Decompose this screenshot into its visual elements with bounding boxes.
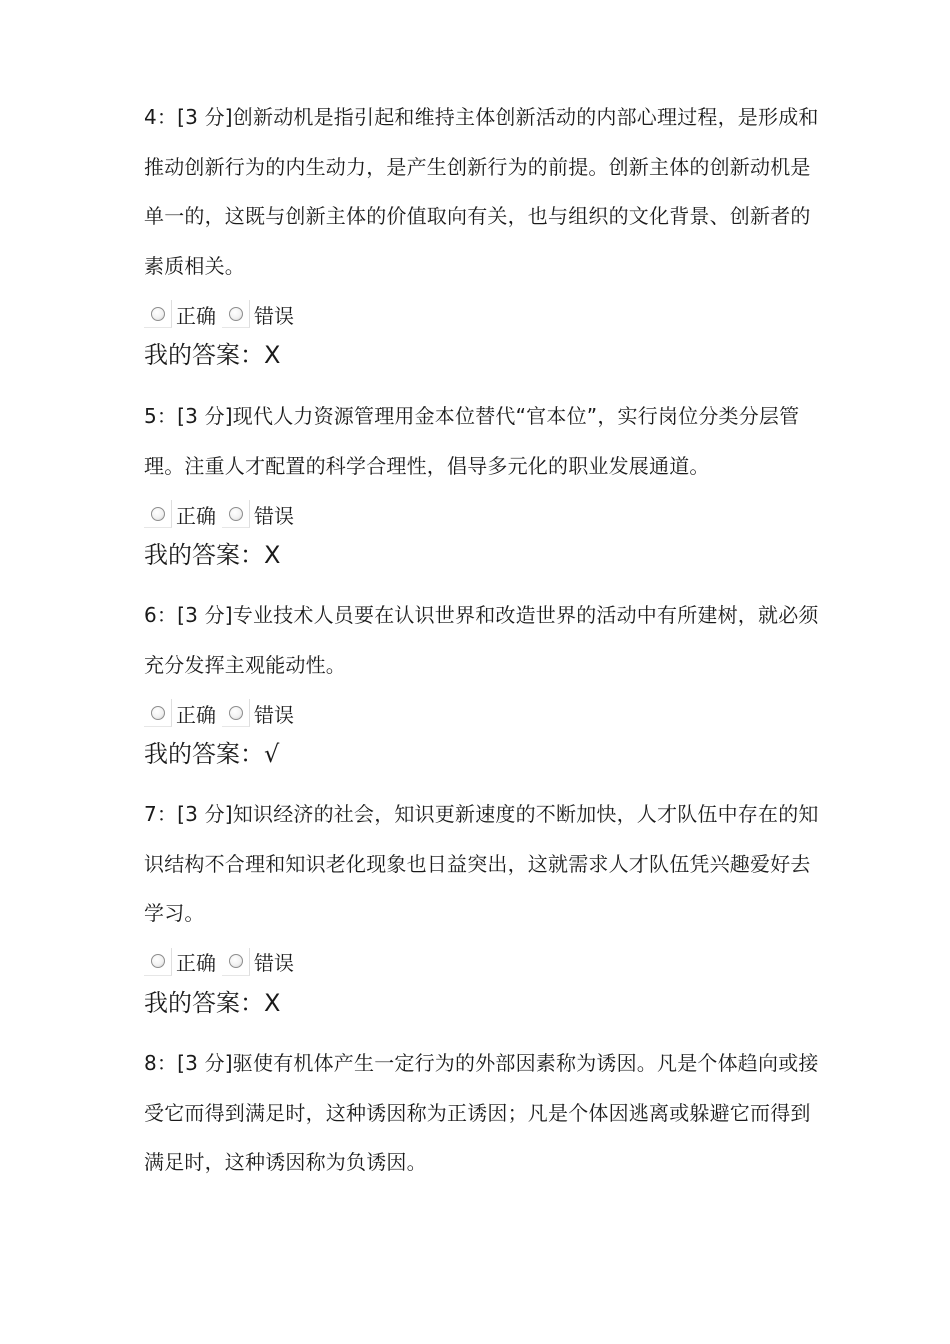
option-true-label: 正确 bbox=[176, 951, 216, 975]
question-text: 6：[3 分]专业技术人员要在认识世界和改造世界的活动中有所建树，就必须充分发挥主观能动性。 bbox=[144, 603, 819, 677]
my-answer: 我的答案：X bbox=[144, 341, 281, 369]
my-answer: 我的答案：√ bbox=[144, 740, 280, 768]
radio-true[interactable] bbox=[144, 699, 172, 727]
answer-options bbox=[144, 497, 820, 531]
my-answer: 我的答案：X bbox=[144, 541, 281, 569]
radio-false[interactable] bbox=[222, 948, 250, 976]
answer-options bbox=[144, 696, 820, 730]
question-7 bbox=[144, 790, 820, 1023]
option-false[interactable] bbox=[222, 947, 294, 976]
question-text: 5：[3 分]现代人力资源管理用金本位替代“官本位”，实行岗位分类分层管理。注重人才配置的科学合理性，倡导多元化的职业发展通道。 bbox=[144, 404, 800, 478]
radio-circle-icon bbox=[229, 507, 243, 521]
option-true[interactable] bbox=[144, 500, 216, 529]
option-true[interactable] bbox=[144, 947, 216, 976]
radio-circle-icon bbox=[151, 954, 165, 968]
radio-circle-icon bbox=[229, 954, 243, 968]
question-text: 7：[3 分]知识经济的社会，知识更新速度的不断加快，人才队伍中存在的知识结构不合理和知识老化现象也日益突出，这就需求人才队伍凭兴趣爱好去学习。 bbox=[144, 802, 819, 925]
question-6 bbox=[144, 591, 820, 774]
option-false[interactable] bbox=[222, 500, 294, 529]
question-4 bbox=[144, 93, 820, 375]
option-false-label: 错误 bbox=[254, 951, 294, 975]
radio-true[interactable] bbox=[144, 948, 172, 976]
question-8 bbox=[144, 1039, 820, 1188]
option-true[interactable] bbox=[144, 300, 216, 329]
radio-true[interactable] bbox=[144, 300, 172, 328]
radio-true[interactable] bbox=[144, 500, 172, 528]
radio-circle-icon bbox=[229, 706, 243, 720]
answer-options bbox=[144, 945, 820, 979]
option-true-label: 正确 bbox=[176, 503, 216, 528]
option-false[interactable] bbox=[222, 300, 294, 329]
radio-false[interactable] bbox=[222, 699, 250, 727]
radio-false[interactable] bbox=[222, 300, 250, 328]
question-text: 4：[3 分]创新动机是指引起和维持主体创新活动的内部心理过程，是形成和推动创新行为的内生动力，是产生创新行为的前提。创新主体的创新动机是单一的，这既与创新主体的价值取向有关，也与组织的文化背景、创新者的素质相关。 bbox=[144, 105, 819, 278]
radio-circle-icon bbox=[151, 307, 165, 321]
option-false-label: 错误 bbox=[254, 503, 294, 528]
radio-circle-icon bbox=[151, 706, 165, 720]
answer-options bbox=[144, 297, 820, 331]
option-true-label: 正确 bbox=[176, 303, 216, 328]
option-true[interactable] bbox=[144, 699, 216, 728]
radio-circle-icon bbox=[229, 307, 243, 321]
option-false[interactable] bbox=[222, 699, 294, 728]
option-true-label: 正确 bbox=[176, 702, 216, 727]
option-false-label: 错误 bbox=[254, 303, 294, 328]
question-5 bbox=[144, 392, 820, 575]
my-answer: 我的答案：X bbox=[144, 988, 281, 1017]
radio-circle-icon bbox=[151, 507, 165, 521]
option-false-label: 错误 bbox=[254, 702, 294, 727]
radio-false[interactable] bbox=[222, 500, 250, 528]
question-text: 8：[3 分]驱使有机体产生一定行为的外部因素称为诱因。凡是个体趋向或接受它而得到满足时，这种诱因称为正诱因；凡是个体因逃离或躲避它而得到满足时，这种诱因称为负诱因。 bbox=[144, 1051, 819, 1174]
